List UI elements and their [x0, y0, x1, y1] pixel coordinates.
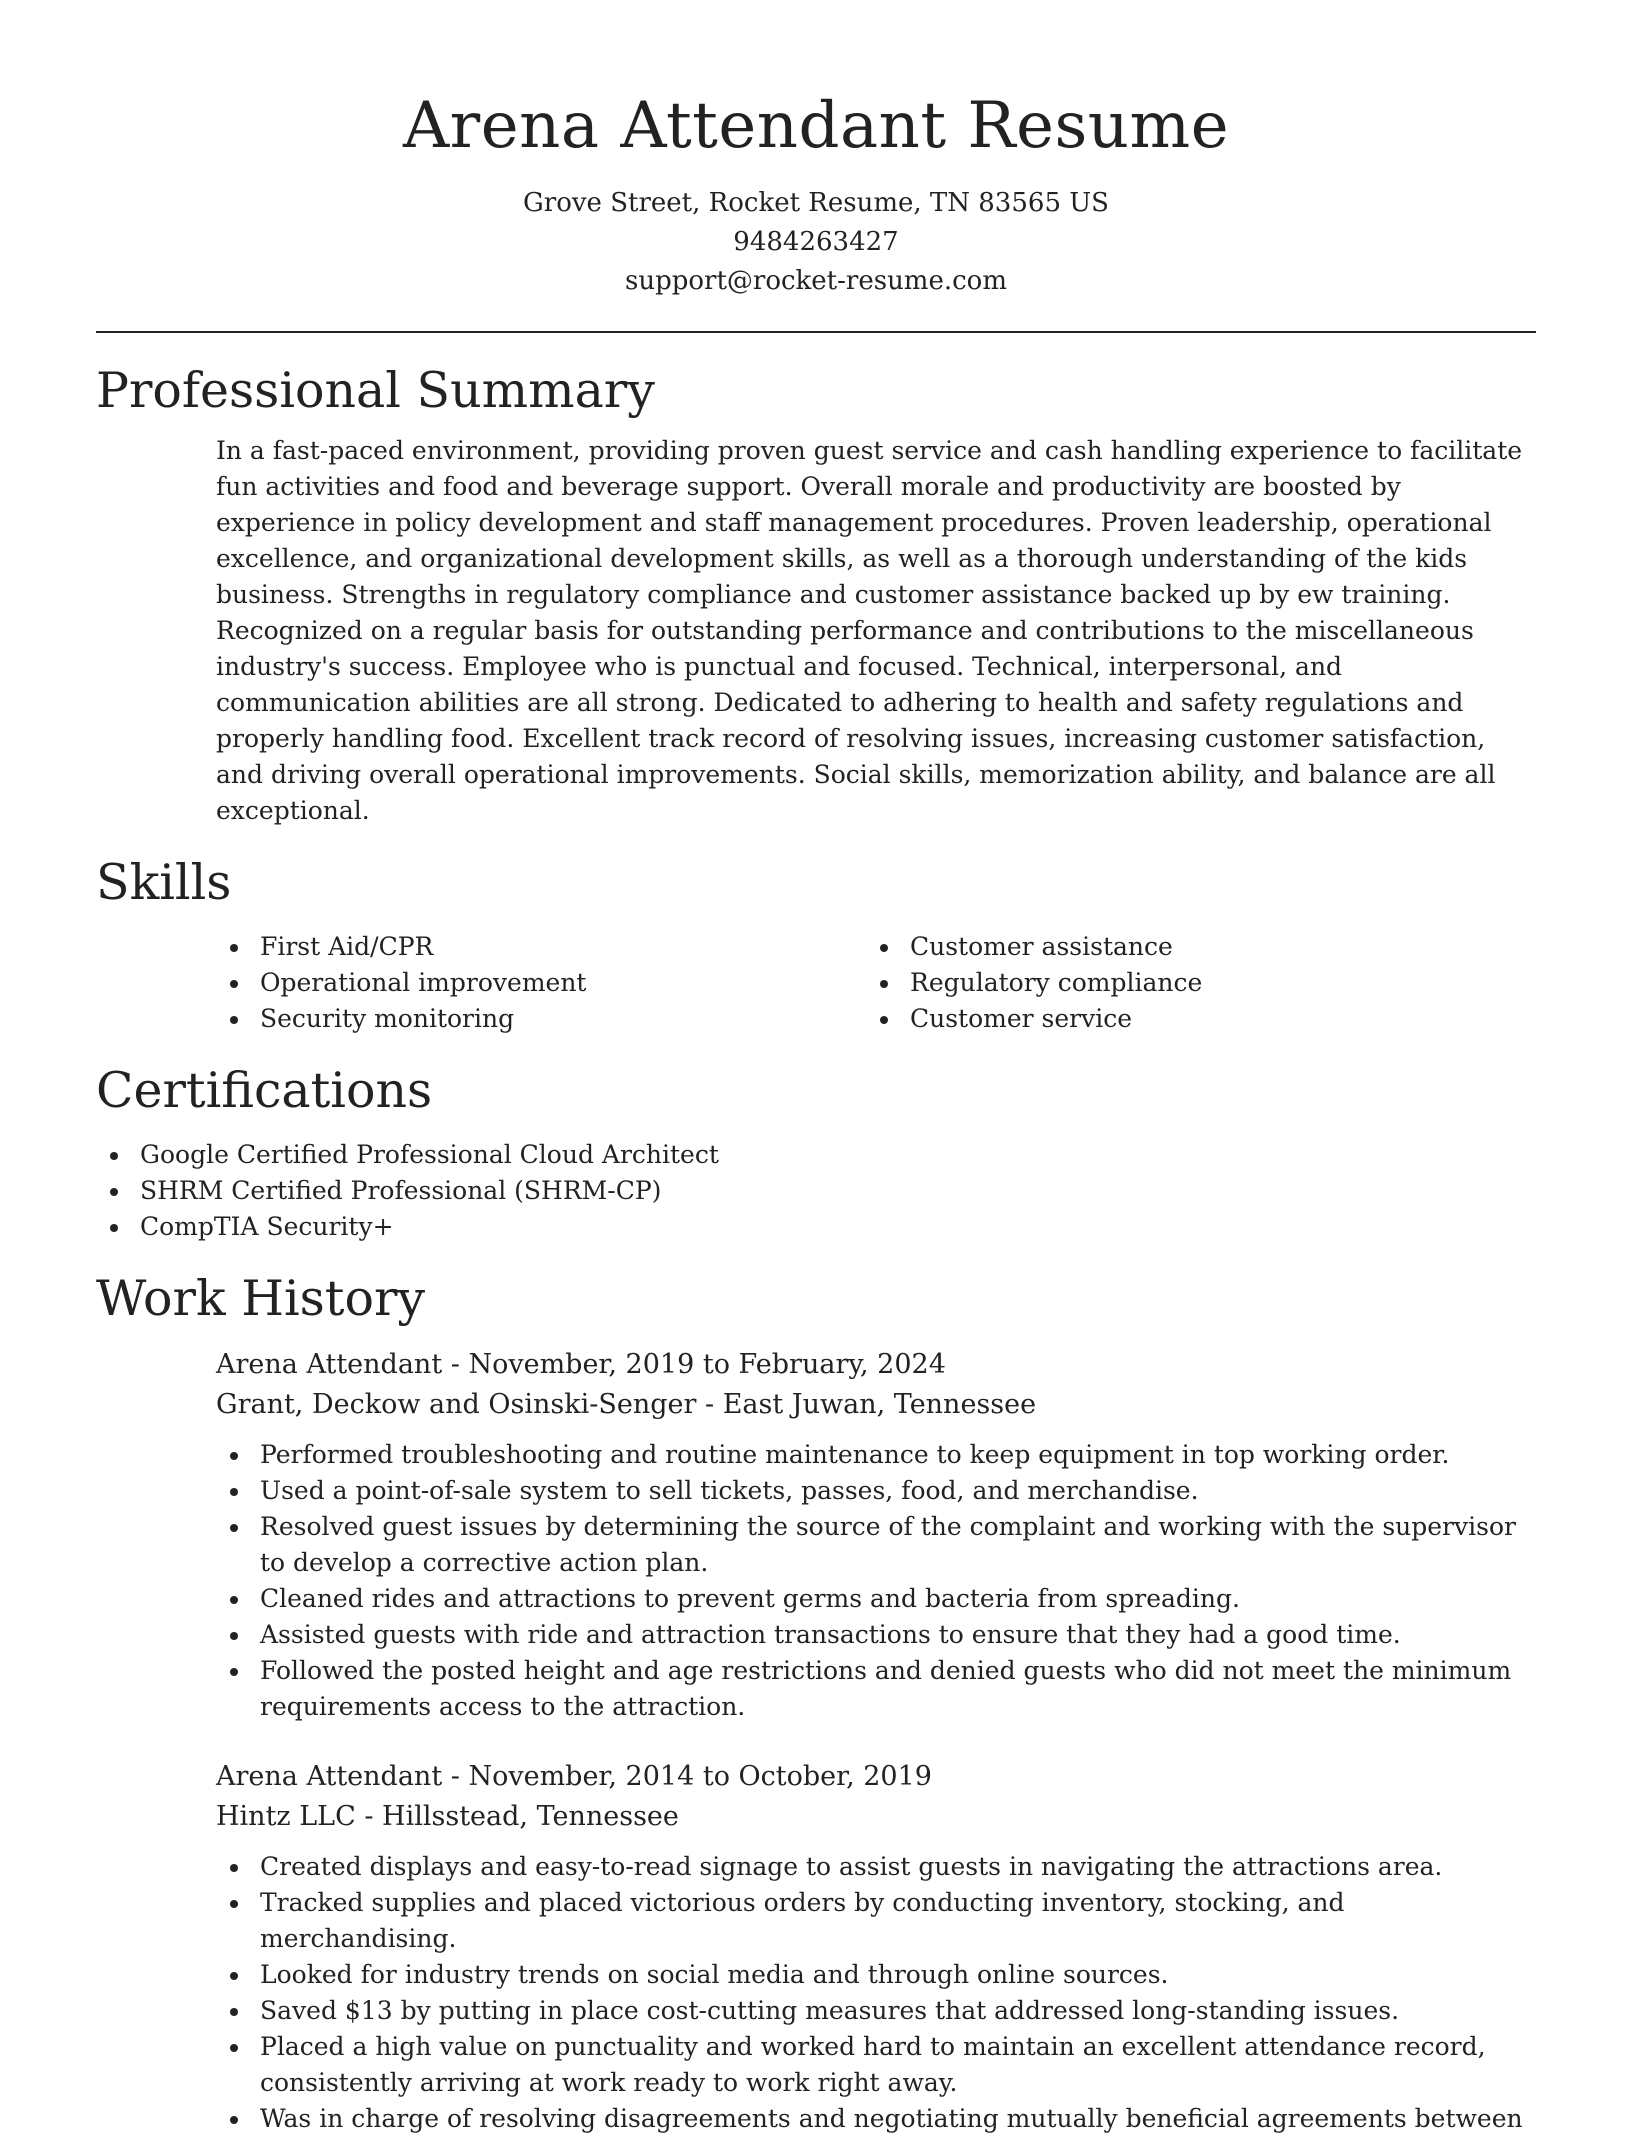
header-divider [96, 331, 1536, 333]
job-title-line [216, 1345, 1536, 1385]
skill-item: Security monitoring [216, 1001, 866, 1037]
skill-item: Operational improvement [216, 965, 866, 1001]
skills-grid [216, 929, 1536, 1037]
job-duty-item: Used a point-of-sale system to sell tickets, passes, food, and merchandise. [216, 1473, 1536, 1509]
certification-item: Google Certified Professional Cloud Architect [96, 1137, 1536, 1173]
skills-list-left [216, 929, 866, 1037]
job-dates: - November, 2014 to October, 2019 [442, 1761, 932, 1792]
resume-title: Arena Attendant Resume [402, 89, 1230, 163]
bullet-dot [110, 1224, 118, 1232]
bullet-dot [230, 1524, 238, 1532]
job-company-line [216, 1797, 1536, 1837]
job-duty-item: Cleaned rides and attractions to prevent germs and bacteria from spreading. [216, 1581, 1536, 1617]
contact-email: support@rocket-resume.com [624, 266, 1007, 296]
job-location: - East Juwan, Tennessee [696, 1389, 1037, 1420]
bullet-dot [230, 2116, 238, 2124]
certifications-heading: Certifications [96, 1062, 433, 1119]
work-history-heading: Work History [96, 1270, 426, 1327]
job-duty-item: Tracked supplies and placed victorious orders by conducting inventory, stocking, and merchandising. [216, 1885, 1536, 1957]
skill-item: First Aid/CPR [216, 929, 866, 965]
contact-phone: 9484263427 [733, 227, 899, 257]
bullet-dot [230, 1632, 238, 1640]
summary-heading: Professional Summary [96, 362, 655, 419]
bullet-dot [230, 1488, 238, 1496]
resume-page [96, 0, 1536, 2137]
resume-header [96, 0, 1536, 301]
job-duty-item: Looked for industry trends on social media and through online sources. [216, 1957, 1536, 1993]
job-duty-item: Assisted guests with ride and attraction transactions to ensure that they had a good time. [216, 1617, 1536, 1653]
job-location: - Hillsstead, Tennessee [355, 1801, 679, 1832]
job-duty-item: Created displays and easy-to-read signage to assist guests in navigating the attractions area. [216, 1849, 1536, 1885]
skill-item: Regulatory compliance [866, 965, 1516, 1001]
bullet-dot [110, 1152, 118, 1160]
job-duty-item: Saved $13 by putting in place cost-cutting measures that addressed long-standing issues. [216, 1993, 1536, 2029]
bullet-dot [230, 1596, 238, 1604]
job-duties-list [216, 1849, 1536, 2137]
certifications-list [96, 1137, 1536, 1245]
job-title: Arena Attendant [216, 1349, 443, 1380]
summary-text: In a fast-paced environment, providing proven guest service and cash handling experience to facilitate fun activities and food and beverage support. Overall morale and productivity are boosted by experience in policy development and staff management procedures. Proven leadership, operational excellence, and organizational development skills, as well as a thorough understanding of the kids business. Strengths in regulatory compliance and customer assistance backed up by ew training. Recognized on a regular basis for outstanding performance and contributions to the miscellaneous industry's success. Employee who is punctual and focused. Technical, interpersonal, and communication abilities are all strong. Dedicated to adhering to health and safety regulations and properly handling food. Excellent track record of resolving issues, increasing customer satisfaction, and driving overall operational improvements. Social skills, memorization ability, and balance are all exceptional. [216, 436, 1523, 825]
skills-heading: Skills [96, 854, 232, 911]
bullet-dot [230, 1864, 238, 1872]
bullet-dot [230, 1668, 238, 1676]
job-duty-item: Performed troubleshooting and routine maintenance to keep equipment in top working order. [216, 1437, 1536, 1473]
certification-item: SHRM Certified Professional (SHRM-CP) [96, 1173, 1536, 1209]
bullet-dot [230, 1900, 238, 1908]
skills-list-right [866, 929, 1516, 1037]
bullet-dot [230, 1016, 238, 1024]
job-dates: - November, 2019 to February, 2024 [442, 1349, 946, 1380]
bullet-dot [230, 980, 238, 988]
job-title-line [216, 1757, 1536, 1797]
bullet-dot [230, 944, 238, 952]
certification-item: CompTIA Security+ [96, 1209, 1536, 1245]
skills-section [96, 851, 1536, 1037]
contact-address: Grove Street, Rocket Resume, TN 83565 US [523, 188, 1109, 218]
job-entry [216, 1345, 1536, 1725]
job-duty-item: Was in charge of resolving disagreements and negotiating mutually beneficial agreements between [216, 2101, 1536, 2137]
job-company: Hintz LLC [216, 1801, 356, 1832]
bullet-dot [880, 980, 888, 988]
job-duty-item: Followed the posted height and age restrictions and denied guests who did not meet the minimum requirements access to the attraction. [216, 1653, 1536, 1725]
bullet-dot [230, 1452, 238, 1460]
job-duty-item: Resolved guest issues by determining the source of the complaint and working with the supervisor to develop a corrective action plan. [216, 1509, 1536, 1581]
summary-section [96, 359, 1536, 829]
job-company: Grant, Deckow and Osinski-Senger [216, 1389, 697, 1420]
job-entry [216, 1757, 1536, 2137]
skill-item: Customer service [866, 1001, 1516, 1037]
certifications-section [96, 1059, 1536, 1245]
bullet-dot [230, 1972, 238, 1980]
bullet-dot [880, 1016, 888, 1024]
bullet-dot [230, 2044, 238, 2052]
job-duty-item: Placed a high value on punctuality and worked hard to maintain an excellent attendance record, consistently arriving at work ready to work right away. [216, 2029, 1536, 2101]
skill-item: Customer assistance [866, 929, 1516, 965]
job-title: Arena Attendant [216, 1761, 443, 1792]
bullet-dot [230, 2008, 238, 2016]
contact-block [96, 184, 1536, 301]
bullet-dot [880, 944, 888, 952]
job-company-line [216, 1385, 1536, 1425]
work-history-section [96, 1267, 1536, 2137]
bullet-dot [110, 1188, 118, 1196]
job-duties-list [216, 1437, 1536, 1725]
